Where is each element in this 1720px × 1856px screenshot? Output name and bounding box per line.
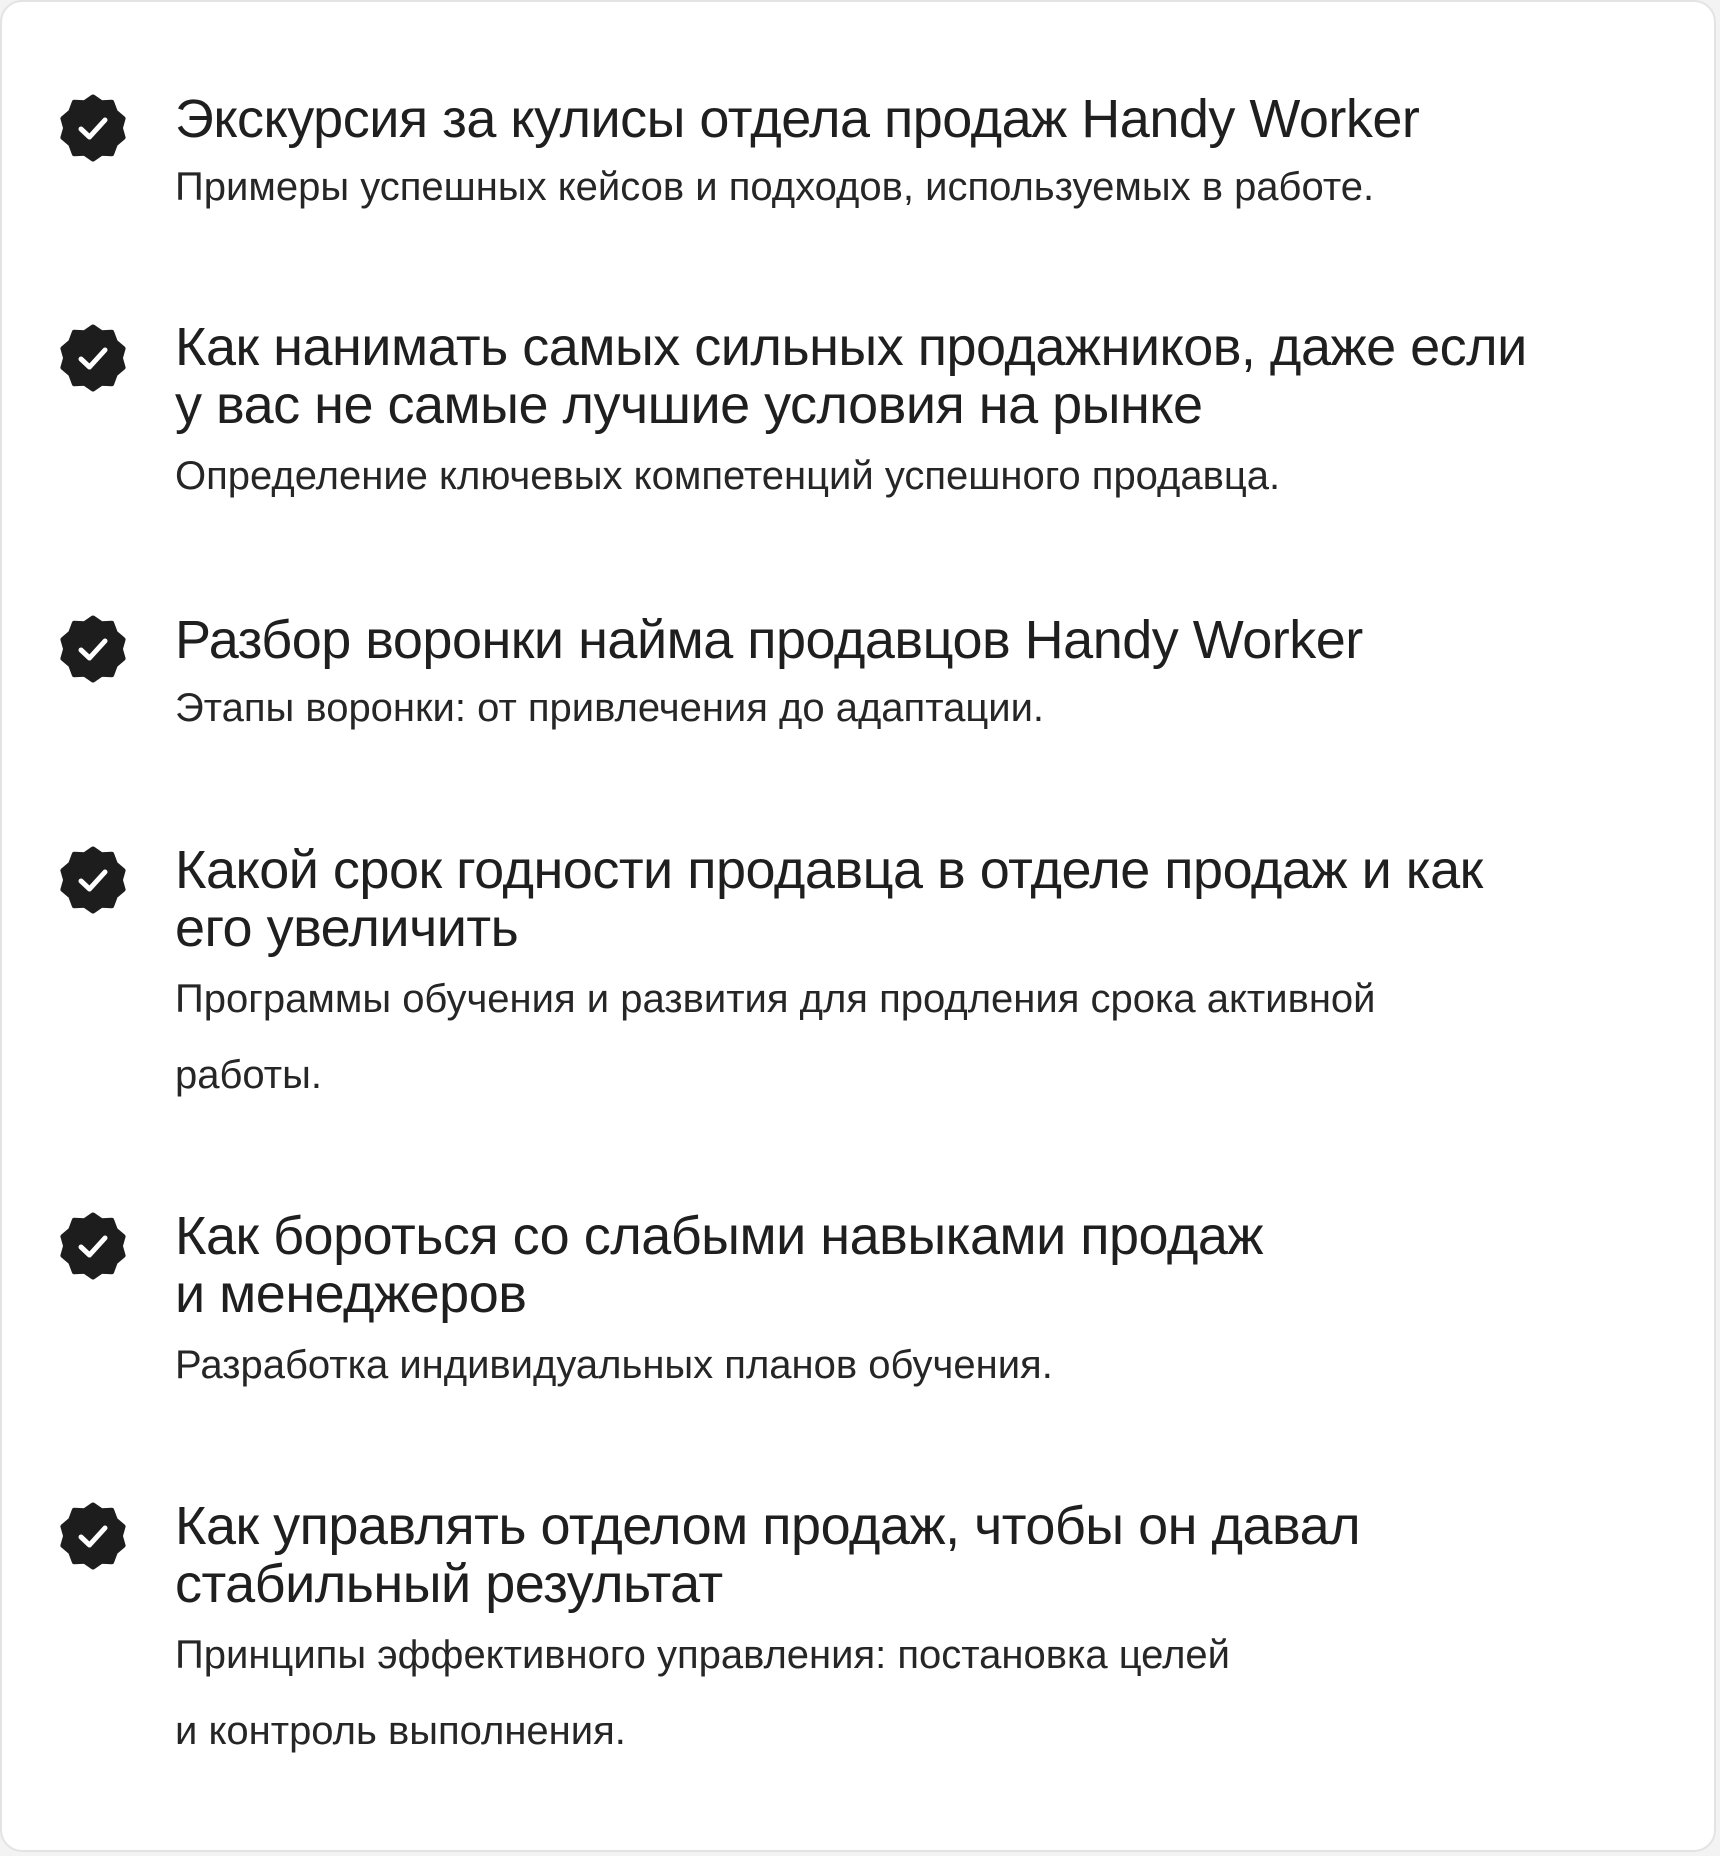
item-title-line: Как управлять отделом продаж, чтобы он давал [175,1496,1361,1556]
item-texts [175,318,1655,514]
item-title-line: его увеличить [175,898,519,958]
verified-check-icon [58,1501,128,1571]
verified-check-icon-svg [58,1211,128,1281]
item-title-line: Как нанимать самых сильных продажников, даже если [175,317,1527,377]
item-title-line: Какой срок годности продавца в отделе продаж и как [175,840,1483,900]
verified-check-icon-svg [58,614,128,684]
item-title-line: Разбор воронки найма продавцов Handy Worker [175,610,1363,670]
item-title-line: у вас не самые лучшие условия на рынке [175,375,1203,435]
item-description [175,670,1655,746]
verified-check-icon [58,1211,128,1281]
verified-check-icon [58,323,128,393]
item-title-line: Как бороться со слабыми навыками продаж [175,1206,1264,1266]
item-texts [175,611,1655,746]
item-title [175,1207,1655,1323]
item-title [175,841,1655,957]
item-title [175,611,1655,669]
verified-check-icon-svg [58,845,128,915]
verified-check-icon [58,845,128,915]
item-description-line: Определение ключевых компетенций успешного продавца. [175,454,1281,498]
item-title [175,318,1655,434]
item-description-line: Примеры успешных кейсов и подходов, используемых в работе. [175,165,1375,209]
item-title-line: стабильный результат [175,1554,723,1614]
item-description-line: Разработка индивидуальных планов обучения. [175,1343,1053,1387]
item-description [175,961,1655,1113]
item-description [175,149,1655,225]
item-title-line: и менеджеров [175,1264,527,1324]
verified-check-icon-svg [58,93,128,163]
item-description-line: и контроль выполнения. [175,1709,626,1753]
verified-check-icon-svg [58,1501,128,1571]
item-description-line: Программы обучения и развития для продления срока активной [175,977,1376,1021]
item-title-line: Экскурсия за кулисы отдела продаж Handy Worker [175,89,1420,149]
item-description-line: Принципы эффективного управления: постановка целей [175,1633,1230,1677]
item-description [175,1327,1655,1403]
item-texts [175,841,1655,1113]
verified-check-icon [58,93,128,163]
item-title [175,90,1655,148]
item-texts [175,1207,1655,1403]
verified-check-icon-svg [58,323,128,393]
item-description [175,1617,1655,1769]
verified-check-icon [58,614,128,684]
item-description-line: работы. [175,1053,322,1097]
item-title [175,1497,1655,1613]
item-texts [175,1497,1655,1769]
item-texts [175,90,1655,225]
item-description [175,438,1655,514]
item-description-line: Этапы воронки: от привлечения до адаптации. [175,686,1045,730]
